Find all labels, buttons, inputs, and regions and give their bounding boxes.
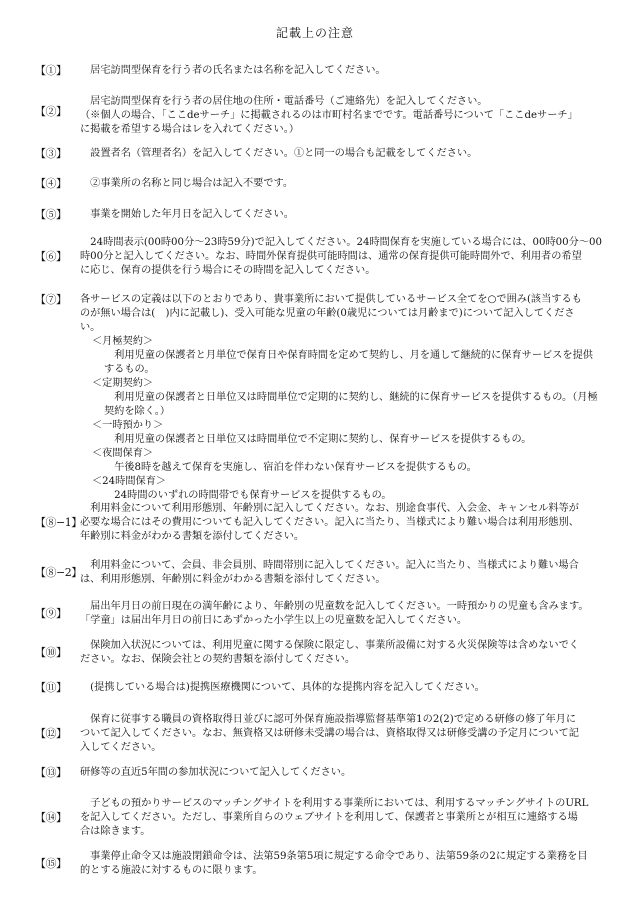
note-number: 【⑦】 — [35, 293, 67, 306]
note-line: 入してください。 — [80, 742, 162, 753]
note-line: 「学童」は届出年月日の前日にあずかった小学生以上の児童数を記入してください。 — [80, 615, 468, 626]
note-line: 事業停止命令又は施設閉鎖命令は、法第59条第5項に規定する命令であり、法第59条の2に規定する業務を目 — [80, 851, 588, 862]
note-line: ついて記入してください。なお、無資格又は研修未受講の場合は、資格取得又は研修受講の予定月について記 — [80, 728, 579, 739]
note-line: 届出年月日の前日現在の満年齢により、年齢別の児童数を記入してください。一時預かりの児童も含みます。 — [80, 601, 589, 612]
note-number: 【⑪】 — [35, 681, 67, 694]
note-line: 保育に従事する職員の資格取得日並びに認可外保育施設指導監督基準第1の2(2)で定める研修の修了年月に — [80, 714, 577, 725]
section-heading-regular: ＜定期契約＞ — [92, 378, 154, 389]
note-line: 24時間表示(00時00分〜23時59分)で記入してください。24時間保育を実施している場合には、00時00分〜00 — [80, 237, 602, 248]
section-line: 24時間のいずれの時間帯でも保育サービスを提供するもの。 — [104, 490, 392, 501]
note-number: 【③】 — [35, 147, 67, 160]
note-number: 【⑫】 — [35, 727, 67, 740]
section-line: するもの。 — [104, 364, 155, 375]
note-line: を記入してください。ただし、事業所自らのウェブサイトを利用して、保護者と事業所とが相互に連絡する場 — [80, 812, 578, 823]
note-number: 【①】 — [35, 64, 67, 77]
note-line: ださい。なお、保険会社との契約書類を添付してください。 — [80, 654, 356, 665]
section-line: 契約を除く。） — [104, 406, 171, 417]
note-number: 【⑤】 — [35, 208, 67, 221]
note-line: 利用料金について、会員、非会員別、時間帯別に記入してください。記入に当たり、当様式により難い場合 — [80, 560, 579, 571]
note-number: 【②】 — [35, 105, 67, 118]
note-line: （※個人の場合、「ここdeサーチ」に掲載されるのは市町村名までです。電話番号について「ここdeサーチ」 — [80, 110, 578, 121]
note-line: 利用料金について利用形態別、年齢別に記入してください。なお、別途食事代、入会金、キャンセル料等が — [80, 503, 579, 514]
note-line: 事業を開始した年月日を記入してください。 — [80, 209, 294, 220]
note-number: 【⑧−2】 — [35, 566, 82, 579]
section-heading-night: ＜夜間保育＞ — [92, 448, 154, 459]
note-number: 【⑭】 — [35, 811, 67, 824]
section-line: 午後8時を越えて保育を実施し、宿泊を伴わない保育サービスを提供するもの。 — [104, 462, 477, 473]
note-number: 【⑬】 — [35, 766, 67, 779]
section-heading-24h: ＜24時間保育＞ — [92, 476, 167, 487]
note-number: 【⑧−1】 — [35, 516, 82, 529]
section-heading-temporary: ＜一時預かり＞ — [92, 420, 164, 431]
note-line: のが無い場合は( )内に記載し)、受入可能な児童の年齢(0歳児については月齢まで)について記入してくださ — [80, 308, 575, 319]
note-line: 時00分と記入してください。なお、時間外保育提供可能時間は、通常の保育提供可能時間外で、利用者の希望 — [80, 251, 582, 262]
note-line: に応じ、保育の提供を行う場合にその時間を記入してください。 — [80, 265, 376, 276]
note-line: 居宅訪問型保育を行う者の氏名または名称を記入してください。 — [80, 65, 386, 76]
note-number: 【⑩】 — [35, 646, 67, 659]
note-line: 居宅訪問型保育を行う者の居住地の住所・電話番号（ご連絡先）を記入してください。 — [80, 96, 488, 107]
section-line: 利用児童の保護者と日単位又は時間単位で不定期に契約し、保育サービスを提供するもの。 — [104, 434, 532, 445]
section-line: 利用児童の保護者と月単位で保育日や保育時間を定めて契約し、月を通して継続的に保育サービスを提供 — [104, 350, 593, 361]
section-line: 利用児童の保護者と日単位又は時間単位で定期的に契約し、継続的に保育サービスを提供するもの。（月極 — [104, 392, 598, 403]
note-line: 各サービスの定義は以下のとおりであり、貴事業所において提供しているサービス全てを○で囲み(該当するも — [80, 294, 582, 305]
note-number: 【⑮】 — [35, 857, 67, 870]
note-line: ②事業所の名称と同じ場合は記入不要です。 — [80, 178, 294, 189]
note-number: 【④】 — [35, 177, 67, 190]
section-heading-monthly: ＜月極契約＞ — [92, 336, 154, 347]
note-line: は、利用形態別、年齢別に料金がわかる書類を添付してください。 — [80, 574, 386, 585]
note-line: に掲載を希望する場合はレを入れてください。） — [80, 124, 300, 135]
note-line: 必要な場合にはその費用についても記入してください。記入に当たり、当様式により難い場合は利用形態別、 — [80, 517, 579, 528]
note-line: 合は除きます。 — [80, 826, 151, 837]
note-number: 【⑥】 — [35, 250, 67, 263]
note-line: (提携している場合は)提携医療機関について、具体的な提携内容を記入してください。 — [80, 682, 485, 693]
note-line: 研修等の直近5年間の参加状況について記入してください。 — [80, 767, 352, 778]
note-line: 子どもの預かりサービスのマッチングサイトを利用する事業所においては、利用するマッチングサイトのURL — [80, 798, 589, 809]
page-title: 記載上の注意 — [275, 26, 354, 40]
note-number: 【⑨】 — [35, 607, 67, 620]
note-line: 年齢別に料金がわかる書類を添付してください。 — [80, 531, 305, 542]
note-line: 設置者名（管理者名）を記入してください。①と同一の場合も記載をしてください。 — [80, 148, 478, 159]
note-line: 的とする施設に対するものに限ります。 — [80, 865, 263, 876]
note-line: い。 — [80, 322, 101, 333]
note-line: 保険加入状況については、利用児童に関する保険に限定し、事業所設備に対する火災保険等は含めないでく — [80, 640, 579, 651]
